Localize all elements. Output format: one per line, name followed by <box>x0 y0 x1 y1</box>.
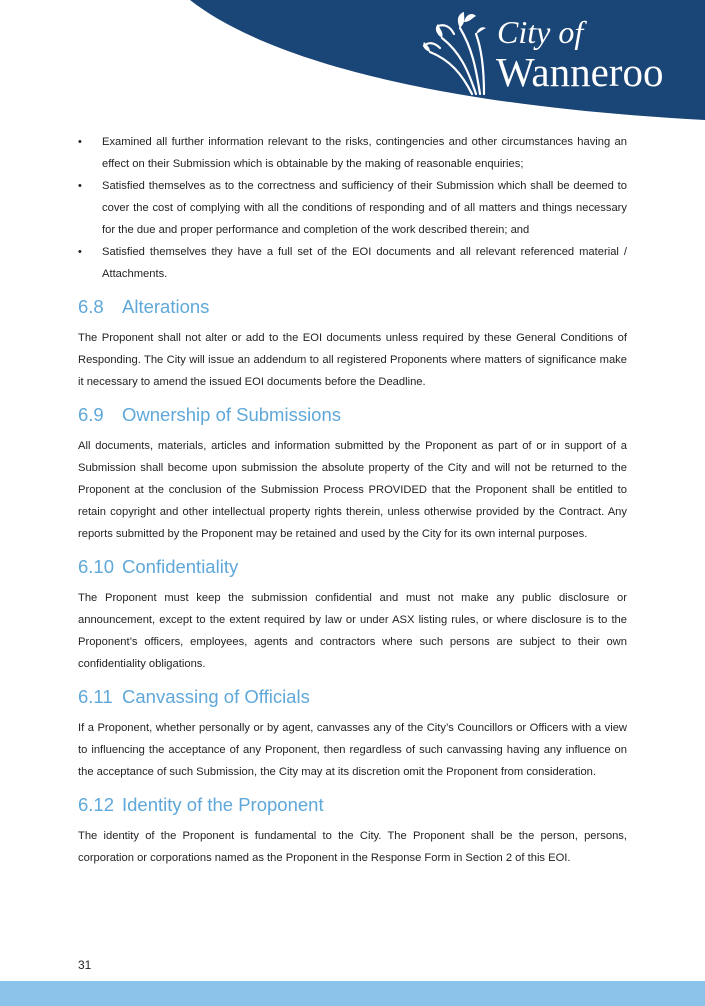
bullet-icon: • <box>78 246 82 258</box>
section-title: Identity of the Proponent <box>122 794 324 815</box>
footer-bar <box>0 981 705 1006</box>
document-body <box>78 131 627 869</box>
bullet-icon: • <box>78 180 82 192</box>
list-item <box>78 241 627 285</box>
logo-text-city-of: City of <box>497 14 584 50</box>
section-number: 6.8 <box>78 296 104 317</box>
section-heading-identity <box>78 791 627 819</box>
section-title: Canvassing of Officials <box>122 686 310 707</box>
section-heading-canvassing <box>78 683 627 711</box>
section-heading-confidentiality <box>78 553 627 581</box>
section-number: 6.12 <box>78 794 115 815</box>
bullet-icon: • <box>78 136 82 148</box>
list-item <box>78 175 627 241</box>
section-paragraph: All documents, materials, articles and information submitted by the Proponent as part of or in support of a Submission shall become upon submission the absolute property of the City and will not be returned to the Proponent at the conclusion of the Submission Process PROVIDED that the Proponent shall be entitled to retain copyright and other intellectual property rights therein, unless otherwise provided by the Contract. Any reports submitted by the Proponent may be retained and used by the City for its own internal purposes. <box>78 440 627 540</box>
section-number: 6.11 <box>78 686 113 707</box>
bullet-list <box>78 131 627 285</box>
list-item-text: Examined all further information relevant to the risks, contingencies and other circumstances having an effect on their Submission which is obtainable by the making of reasonable enquiries; <box>102 136 627 170</box>
city-of-wanneroo-logo <box>420 8 700 98</box>
list-item <box>78 131 627 175</box>
section-number: 6.9 <box>78 404 104 425</box>
section-paragraph: The identity of the Proponent is fundamental to the City. The Proponent shall be the person, persons, corporation or corporations named as the Proponent in the Response Form in Section 2 of this EOI. <box>78 830 627 864</box>
section-title: Alterations <box>122 296 210 317</box>
section-paragraph: The Proponent shall not alter or add to the EOI documents unless required by these General Conditions of Responding. The City will issue an addendum to all registered Proponents where matters of significance make it necessary to amend the issued EOI documents before the Deadline. <box>78 332 627 388</box>
section-heading-alterations <box>78 293 627 321</box>
list-item-text: Satisfied themselves they have a full set of the EOI documents and all relevant referenced material / Attachments. <box>102 246 627 280</box>
section-paragraph: If a Proponent, whether personally or by agent, canvasses any of the City’s Councillors or Officers with a view to influencing the acceptance of any Proponent, then regardless of such canvassing having any influence on the acceptance of such Submission, the City may at its discretion omit the Proponent from consideration. <box>78 722 627 778</box>
section-number: 6.10 <box>78 556 115 577</box>
logo-text-wanneroo: Wanneroo <box>496 49 664 95</box>
list-item-text: Satisfied themselves as to the correctness and sufficiency of their Submission which shall be deemed to cover the cost of complying with all the conditions of responding and of all matters and things necessary for the due and proper performance and completion of the work described therein; and <box>102 180 627 236</box>
lily-emblem-icon <box>420 8 498 98</box>
section-heading-ownership <box>78 401 627 429</box>
section-title: Ownership of Submissions <box>122 404 342 425</box>
section-paragraph: The Proponent must keep the submission confidential and must not make any public disclosure or announcement, except to the extent required by law or under ASX listing rules, or where disclosure is to the Proponent’s officers, employees, agents and contractors where such persons are subject to their own confidentiality obligations. <box>78 592 627 670</box>
section-title: Confidentiality <box>122 556 239 577</box>
page-number: 31 <box>78 958 92 972</box>
